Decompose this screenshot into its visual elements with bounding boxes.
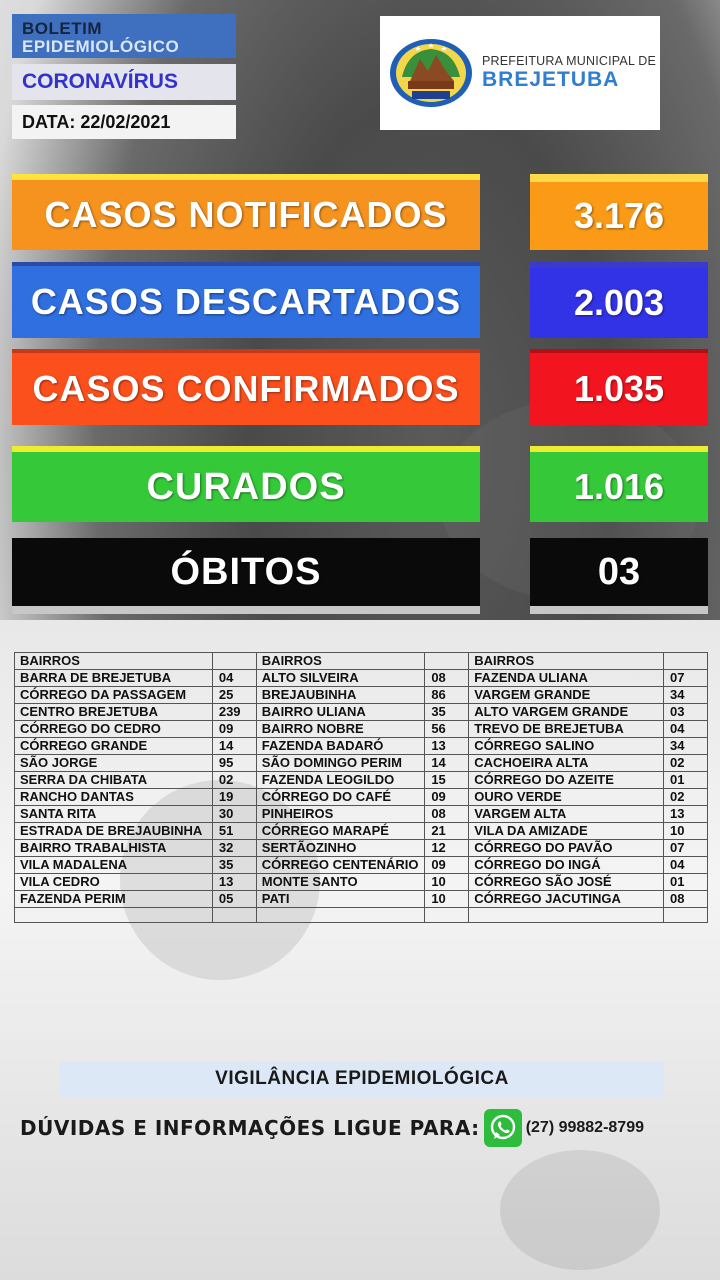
neighborhood-name-cell: PATI: [256, 891, 425, 908]
case-count-cell: 34: [663, 687, 707, 704]
date-value: 22/02/2021: [80, 112, 171, 132]
neighborhood-name-cell: VARGEM ALTA: [469, 806, 664, 823]
neighborhood-name-cell: SANTA RITA: [15, 806, 213, 823]
contact-line: [20, 1108, 644, 1148]
neighborhood-name-cell: ALTO VARGEM GRANDE: [469, 704, 664, 721]
table-row: [15, 772, 708, 789]
case-count-cell: 04: [212, 670, 256, 687]
neighborhood-name-cell: MONTE SANTO: [256, 874, 425, 891]
empty-cell: [15, 908, 213, 923]
neighborhood-name-cell: CÓRREGO DO PAVÃO: [469, 840, 664, 857]
municipality-logo: [380, 16, 660, 130]
case-count-cell: 14: [212, 738, 256, 755]
neighborhood-name-cell: SÃO JORGE: [15, 755, 213, 772]
case-count-cell: 25: [212, 687, 256, 704]
stat-value-deaths: 03: [530, 538, 708, 614]
case-count-cell: 15: [425, 772, 469, 789]
table-row: [15, 687, 708, 704]
neighborhood-name-cell: CÓRREGO DO CEDRO: [15, 721, 213, 738]
neighborhood-name-cell: CÓRREGO DO CAFÉ: [256, 789, 425, 806]
neighborhood-name-cell: CÓRREGO SÃO JOSÉ: [469, 874, 664, 891]
bulletin-date: [12, 105, 236, 139]
stat-value-confirmed: 1.035: [530, 349, 708, 425]
neighborhood-name-cell: CÓRREGO DO AZEITE: [469, 772, 664, 789]
case-count-cell: 10: [425, 874, 469, 891]
case-count-cell: 05: [212, 891, 256, 908]
case-count-cell: 51: [212, 823, 256, 840]
neighborhood-name-cell: BARRA DE BREJETUBA: [15, 670, 213, 687]
case-count-cell: 09: [212, 721, 256, 738]
neighborhood-name-cell: CÓRREGO SALINO: [469, 738, 664, 755]
case-count-cell: 86: [425, 687, 469, 704]
table-row: [15, 823, 708, 840]
case-count-cell: 35: [425, 704, 469, 721]
municipality-seal-icon: [388, 37, 474, 109]
vigilancia-banner: VIGILÂNCIA EPIDEMIOLÓGICA: [60, 1061, 664, 1097]
case-count-cell: 13: [663, 806, 707, 823]
case-count-cell: 08: [425, 670, 469, 687]
contact-question: DÚVIDAS E INFORMAÇÕES LIGUE PARA:: [20, 1116, 480, 1140]
case-count-cell: 13: [212, 874, 256, 891]
case-count-cell: 04: [663, 721, 707, 738]
neighborhood-name-cell: SÃO DOMINGO PERIM: [256, 755, 425, 772]
case-count-cell: 56: [425, 721, 469, 738]
logo-line1: PREFEITURA MUNICIPAL DE: [482, 54, 657, 68]
table-row: [15, 704, 708, 721]
stat-label-discarded: CASOS DESCARTADOS: [12, 262, 480, 338]
table-row: [15, 891, 708, 908]
neighborhood-name-cell: VILA MADALENA: [15, 857, 213, 874]
table-header-cell: [663, 653, 707, 670]
table-row: [15, 874, 708, 891]
case-count-cell: 07: [663, 670, 707, 687]
case-count-cell: 08: [425, 806, 469, 823]
case-count-cell: 13: [425, 738, 469, 755]
case-count-cell: 04: [663, 857, 707, 874]
case-count-cell: 01: [663, 772, 707, 789]
neighborhood-name-cell: CÓRREGO JACUTINGA: [469, 891, 664, 908]
case-count-cell: 14: [425, 755, 469, 772]
neighborhood-name-cell: SERRA DA CHIBATA: [15, 772, 213, 789]
case-count-cell: 35: [212, 857, 256, 874]
case-count-cell: 01: [663, 874, 707, 891]
case-count-cell: 32: [212, 840, 256, 857]
bulletin-title-line2: EPIDEMIOLÓGICO: [22, 37, 180, 56]
neighborhood-name-cell: SERTÃOZINHO: [256, 840, 425, 857]
neighborhood-name-cell: TREVO DE BREJETUBA: [469, 721, 664, 738]
neighborhood-name-cell: FAZENDA PERIM: [15, 891, 213, 908]
empty-cell: [425, 908, 469, 923]
neighborhood-name-cell: OURO VERDE: [469, 789, 664, 806]
neighborhood-name-cell: CÓRREGO CENTENÁRIO: [256, 857, 425, 874]
case-count-cell: 21: [425, 823, 469, 840]
background-virus-shape: [500, 1150, 660, 1270]
neighborhood-name-cell: CÓRREGO DO INGÁ: [469, 857, 664, 874]
neighborhood-name-cell: FAZENDA ULIANA: [469, 670, 664, 687]
neighborhood-name-cell: FAZENDA BADARÓ: [256, 738, 425, 755]
stat-label-deaths: ÓBITOS: [12, 538, 480, 614]
neighborhood-name-cell: CENTRO BREJETUBA: [15, 704, 213, 721]
bulletin-title: [12, 14, 236, 58]
stat-label-confirmed: CASOS CONFIRMADOS: [12, 349, 480, 425]
case-count-cell: 10: [663, 823, 707, 840]
case-count-cell: 34: [663, 738, 707, 755]
stat-label-notified: CASOS NOTIFICADOS: [12, 174, 480, 250]
neighborhood-name-cell: VILA CEDRO: [15, 874, 213, 891]
table-row: [15, 670, 708, 687]
neighborhood-name-cell: BAIRRO TRABALHISTA: [15, 840, 213, 857]
stat-value-discarded: 2.003: [530, 262, 708, 338]
table-header-cell: [212, 653, 256, 670]
table-row: [15, 721, 708, 738]
empty-cell: [663, 908, 707, 923]
case-count-cell: 07: [663, 840, 707, 857]
neighborhood-name-cell: CÓRREGO GRANDE: [15, 738, 213, 755]
neighborhood-name-cell: ALTO SILVEIRA: [256, 670, 425, 687]
case-count-cell: 95: [212, 755, 256, 772]
table-header-cell: [425, 653, 469, 670]
logo-text: [482, 54, 656, 92]
empty-cell: [256, 908, 425, 923]
bulletin-header: [12, 14, 236, 144]
table-row: [15, 840, 708, 857]
neighborhood-name-cell: ESTRADA DE BREJAUBINHA: [15, 823, 213, 840]
case-count-cell: 03: [663, 704, 707, 721]
neighborhood-name-cell: RANCHO DANTAS: [15, 789, 213, 806]
table-header-cell: BAIRROS: [15, 653, 213, 670]
case-count-cell: 09: [425, 857, 469, 874]
table-row: [15, 789, 708, 806]
date-label: DATA:: [22, 112, 76, 132]
table-header-row: [15, 653, 708, 670]
case-count-cell: 09: [425, 789, 469, 806]
case-count-cell: 19: [212, 789, 256, 806]
table-row: [15, 755, 708, 772]
contact-phone[interactable]: (27) 99882-8799: [525, 1119, 644, 1136]
neighborhood-name-cell: CÓRREGO DA PASSAGEM: [15, 687, 213, 704]
case-count-cell: 12: [425, 840, 469, 857]
table-row: [15, 806, 708, 823]
case-count-cell: 239: [212, 704, 256, 721]
neighborhood-name-cell: BREJAUBINHA: [256, 687, 425, 704]
stat-value-recovered: 1.016: [530, 446, 708, 522]
case-count-cell: 02: [212, 772, 256, 789]
table-row-empty: [15, 908, 708, 923]
table-row: [15, 738, 708, 755]
neighborhood-name-cell: BAIRRO NOBRE: [256, 721, 425, 738]
case-count-cell: 02: [663, 755, 707, 772]
logo-line2: BREJETUBA: [482, 68, 620, 91]
neighborhood-name-cell: BAIRRO ULIANA: [256, 704, 425, 721]
neighborhood-name-cell: FAZENDA LEOGILDO: [256, 772, 425, 789]
bulletin-title-line1: BOLETIM: [22, 19, 102, 38]
empty-cell: [469, 908, 664, 923]
whatsapp-icon[interactable]: [484, 1109, 522, 1147]
table-row: [15, 857, 708, 874]
stat-value-notified: 3.176: [530, 174, 708, 250]
table-header-cell: BAIRROS: [469, 653, 664, 670]
case-count-cell: 30: [212, 806, 256, 823]
neighborhood-name-cell: PINHEIROS: [256, 806, 425, 823]
case-count-cell: 08: [663, 891, 707, 908]
case-count-cell: 02: [663, 789, 707, 806]
neighborhood-name-cell: CACHOEIRA ALTA: [469, 755, 664, 772]
case-count-cell: 10: [425, 891, 469, 908]
table-header-cell: BAIRROS: [256, 653, 425, 670]
bulletin-subject: CORONAVÍRUS: [12, 64, 236, 100]
empty-cell: [212, 908, 256, 923]
neighborhood-name-cell: VARGEM GRANDE: [469, 687, 664, 704]
neighborhood-table: [14, 652, 708, 923]
neighborhood-name-cell: VILA DA AMIZADE: [469, 823, 664, 840]
stat-label-recovered: CURADOS: [12, 446, 480, 522]
neighborhood-table-body: [15, 653, 708, 923]
neighborhood-name-cell: CÓRREGO MARAPÉ: [256, 823, 425, 840]
